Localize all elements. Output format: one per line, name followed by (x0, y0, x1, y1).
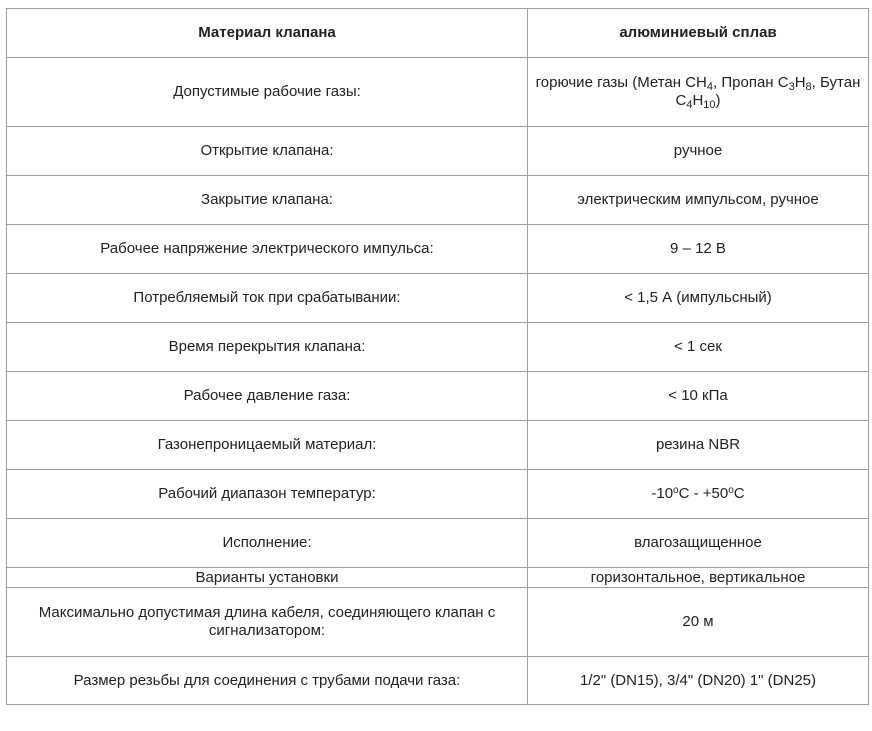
table-header-row (7, 9, 869, 58)
row-label: Исполнение: (7, 519, 528, 568)
header-parameter: Материал клапана (7, 9, 528, 58)
row-value: $-10^oC - +50^oC$ (528, 470, 869, 519)
row-value: 20 м (528, 588, 869, 657)
row-label: Рабочий диапазон температур: (7, 470, 528, 519)
row-value: электрическим импульсом, ручное (528, 176, 869, 225)
table-row (7, 421, 869, 470)
table-row (7, 372, 869, 421)
table-row (7, 470, 869, 519)
row-value: влагозащищенное (528, 519, 869, 568)
table-row (7, 323, 869, 372)
row-label: Время перекрытия клапана: (7, 323, 528, 372)
table-row (7, 519, 869, 568)
row-value: 1/2" (DN15), 3/4" (DN20) 1" (DN25) (528, 657, 869, 705)
row-label: Закрытие клапана: (7, 176, 528, 225)
table-row (7, 568, 869, 588)
row-label: Рабочее давление газа: (7, 372, 528, 421)
table-row (7, 657, 869, 705)
table-row (7, 225, 869, 274)
table-row (7, 176, 869, 225)
table-row (7, 274, 869, 323)
row-value: 9 – 12 В (528, 225, 869, 274)
row-label: Рабочее напряжение электрического импульса: (7, 225, 528, 274)
row-label: Размер резьбы для соединения с трубами подачи газа: (7, 657, 528, 705)
row-value: < 10 кПа (528, 372, 869, 421)
row-label: Открытие клапана: (7, 127, 528, 176)
row-value: ручное (528, 127, 869, 176)
row-value: горизонтальное, вертикальное (528, 568, 869, 588)
table-row (7, 58, 869, 127)
row-label: Потребляемый ток при срабатывании: (7, 274, 528, 323)
row-value: < 1 сек (528, 323, 869, 372)
table-row (7, 127, 869, 176)
table-row (7, 588, 869, 657)
row-value: горючие газы (Метан $CH_4$, Пропан $C_3H_8$, Бутан $C_4H_{10}$) (528, 58, 869, 127)
header-value: алюминиевый сплав (528, 9, 869, 58)
row-label: Максимально допустимая длина кабеля, соединяющего клапан с сигнализатором: (7, 588, 528, 657)
row-label: Газонепроницаемый материал: (7, 421, 528, 470)
row-label: Варианты установки (7, 568, 528, 588)
specifications-table (6, 8, 869, 705)
row-label: Допустимые рабочие газы: (7, 58, 528, 127)
row-value: резина NBR (528, 421, 869, 470)
row-value: < 1,5 А (импульсный) (528, 274, 869, 323)
